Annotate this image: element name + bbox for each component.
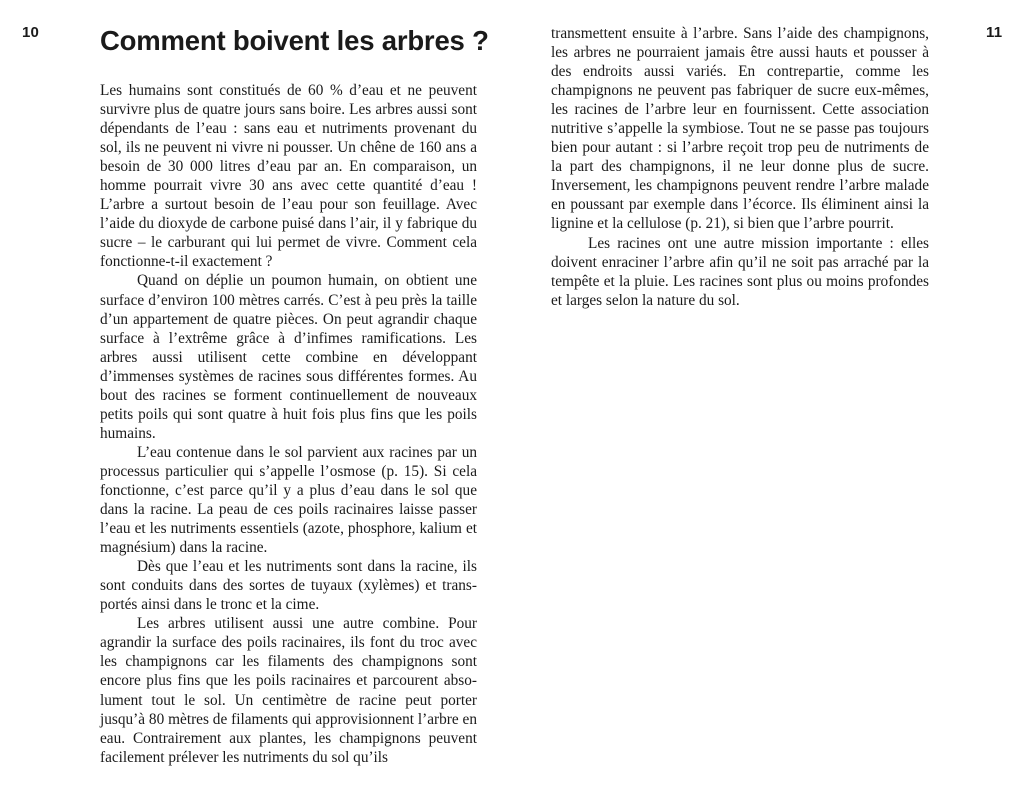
paragraph: Quand on déplie un poumon humain, on obtient une surface d’environ 100 mètres carrés. C’est à peu près la taille d’un appartement de quatre pièces. On peut agrandir chaque surface à l’extrême grâce à d’infimes ramifications. Les arbres aussi utilisent cette combine en développant d’immenses systèmes de racines sous différentes formes. Au bout des racines se forment continuellement de nouveaux petits poils qui sont quatre à huit fois plus fins que les poils humains. — [100, 272, 477, 442]
page-number-left: 10 — [22, 24, 40, 41]
paragraph: Dès que l’eau et les nutriments sont dans la racine, ils sont conduits dans des sortes de tuyaux (xylèmes) et transportés ainsi dans le tronc et la cime. — [100, 558, 477, 614]
left-column — [100, 81, 477, 767]
paragraph: Les humains sont constitués de 60 % d’eau et ne peuvent survivre plus de quatre jours sans boire. Les arbres aussi sont dépendants de l’eau : sans eau et nutriments provenant du sol, ils ne peuvent ni vivre ni pousser. Un chêne de 160 ans a besoin de 30 000 litres d’eau par an. En comparaison, un homme pourrait vivre 30 ans avec cette quantité d’eau ! L’arbre a surtout besoin de l’eau pour son feuillage. Avec l’aide du dioxyde de carbone puisé dans l’air, il y fabrique du sucre – le carburant qui lui permet de vivre. Comment cela fonctionne-t-il exactement ? — [100, 82, 477, 271]
paragraph: transmettent ensuite à l’arbre. Sans l’aide des champignons, les arbres ne pourraient jamais être aussi hauts et pousser à des endroits aussi variés. En contrepartie, comme les champignons ne peuvent pas fabriquer de sucre eux-mêmes, les racines de l’arbre leur en fournissent. Cette association nutritive s’appelle la symbiose. Tout ne se passe pas toujours bien pour autant : si l’arbre reçoit trop peu de nutriments de la part des champignons, il ne leur donne plus de sucre. Inversement, les champignons peuvent rendre l’arbre malade en poussant par exemple dans l’écorce. Ils éliminent ainsi la lignine et la cellulose (p. 21), si bien que l’arbre pourrit. — [551, 25, 929, 233]
paragraph: L’eau contenue dans le sol parvient aux racines par un processus particulier qui s’appelle l’osmose (p. 15). Si cela fonctionne, c’est parce qu’il y a plus d’eau dans le sol que dans la racine. La peau de ces poils racinaires laisse passer l’eau et les nutriments essentiels (azote, phosphore, kalium et magnésium) dans la racine. — [100, 443, 477, 557]
paragraph: Les racines ont une autre mission importante : elles doivent enraciner l’arbre afin qu’il ne soit pas arraché par la tempête et la pluie. Les racines sont plus ou moins profondes et larges selon la nature du sol. — [551, 234, 929, 309]
right-column — [551, 24, 929, 310]
paragraph: Les arbres utilisent aussi une autre combine. Pour agrandir la surface des poils racinaires, ils font du troc avec les champignons car les filaments des champignons sont encore plus fins que les poils racinaires et parcourent absolument tout le sol. Un centimètre de racine peut porter jusqu’à 80 mètres de filaments qui approvisionnent l’arbre en eau. Contrairement aux plantes, les champignons peuvent facilement prélever les nutriments du sol qu’ils — [100, 615, 477, 766]
page-number-right: 11 — [986, 24, 1003, 41]
chapter-title: Comment boivent les arbres ? — [100, 25, 489, 56]
